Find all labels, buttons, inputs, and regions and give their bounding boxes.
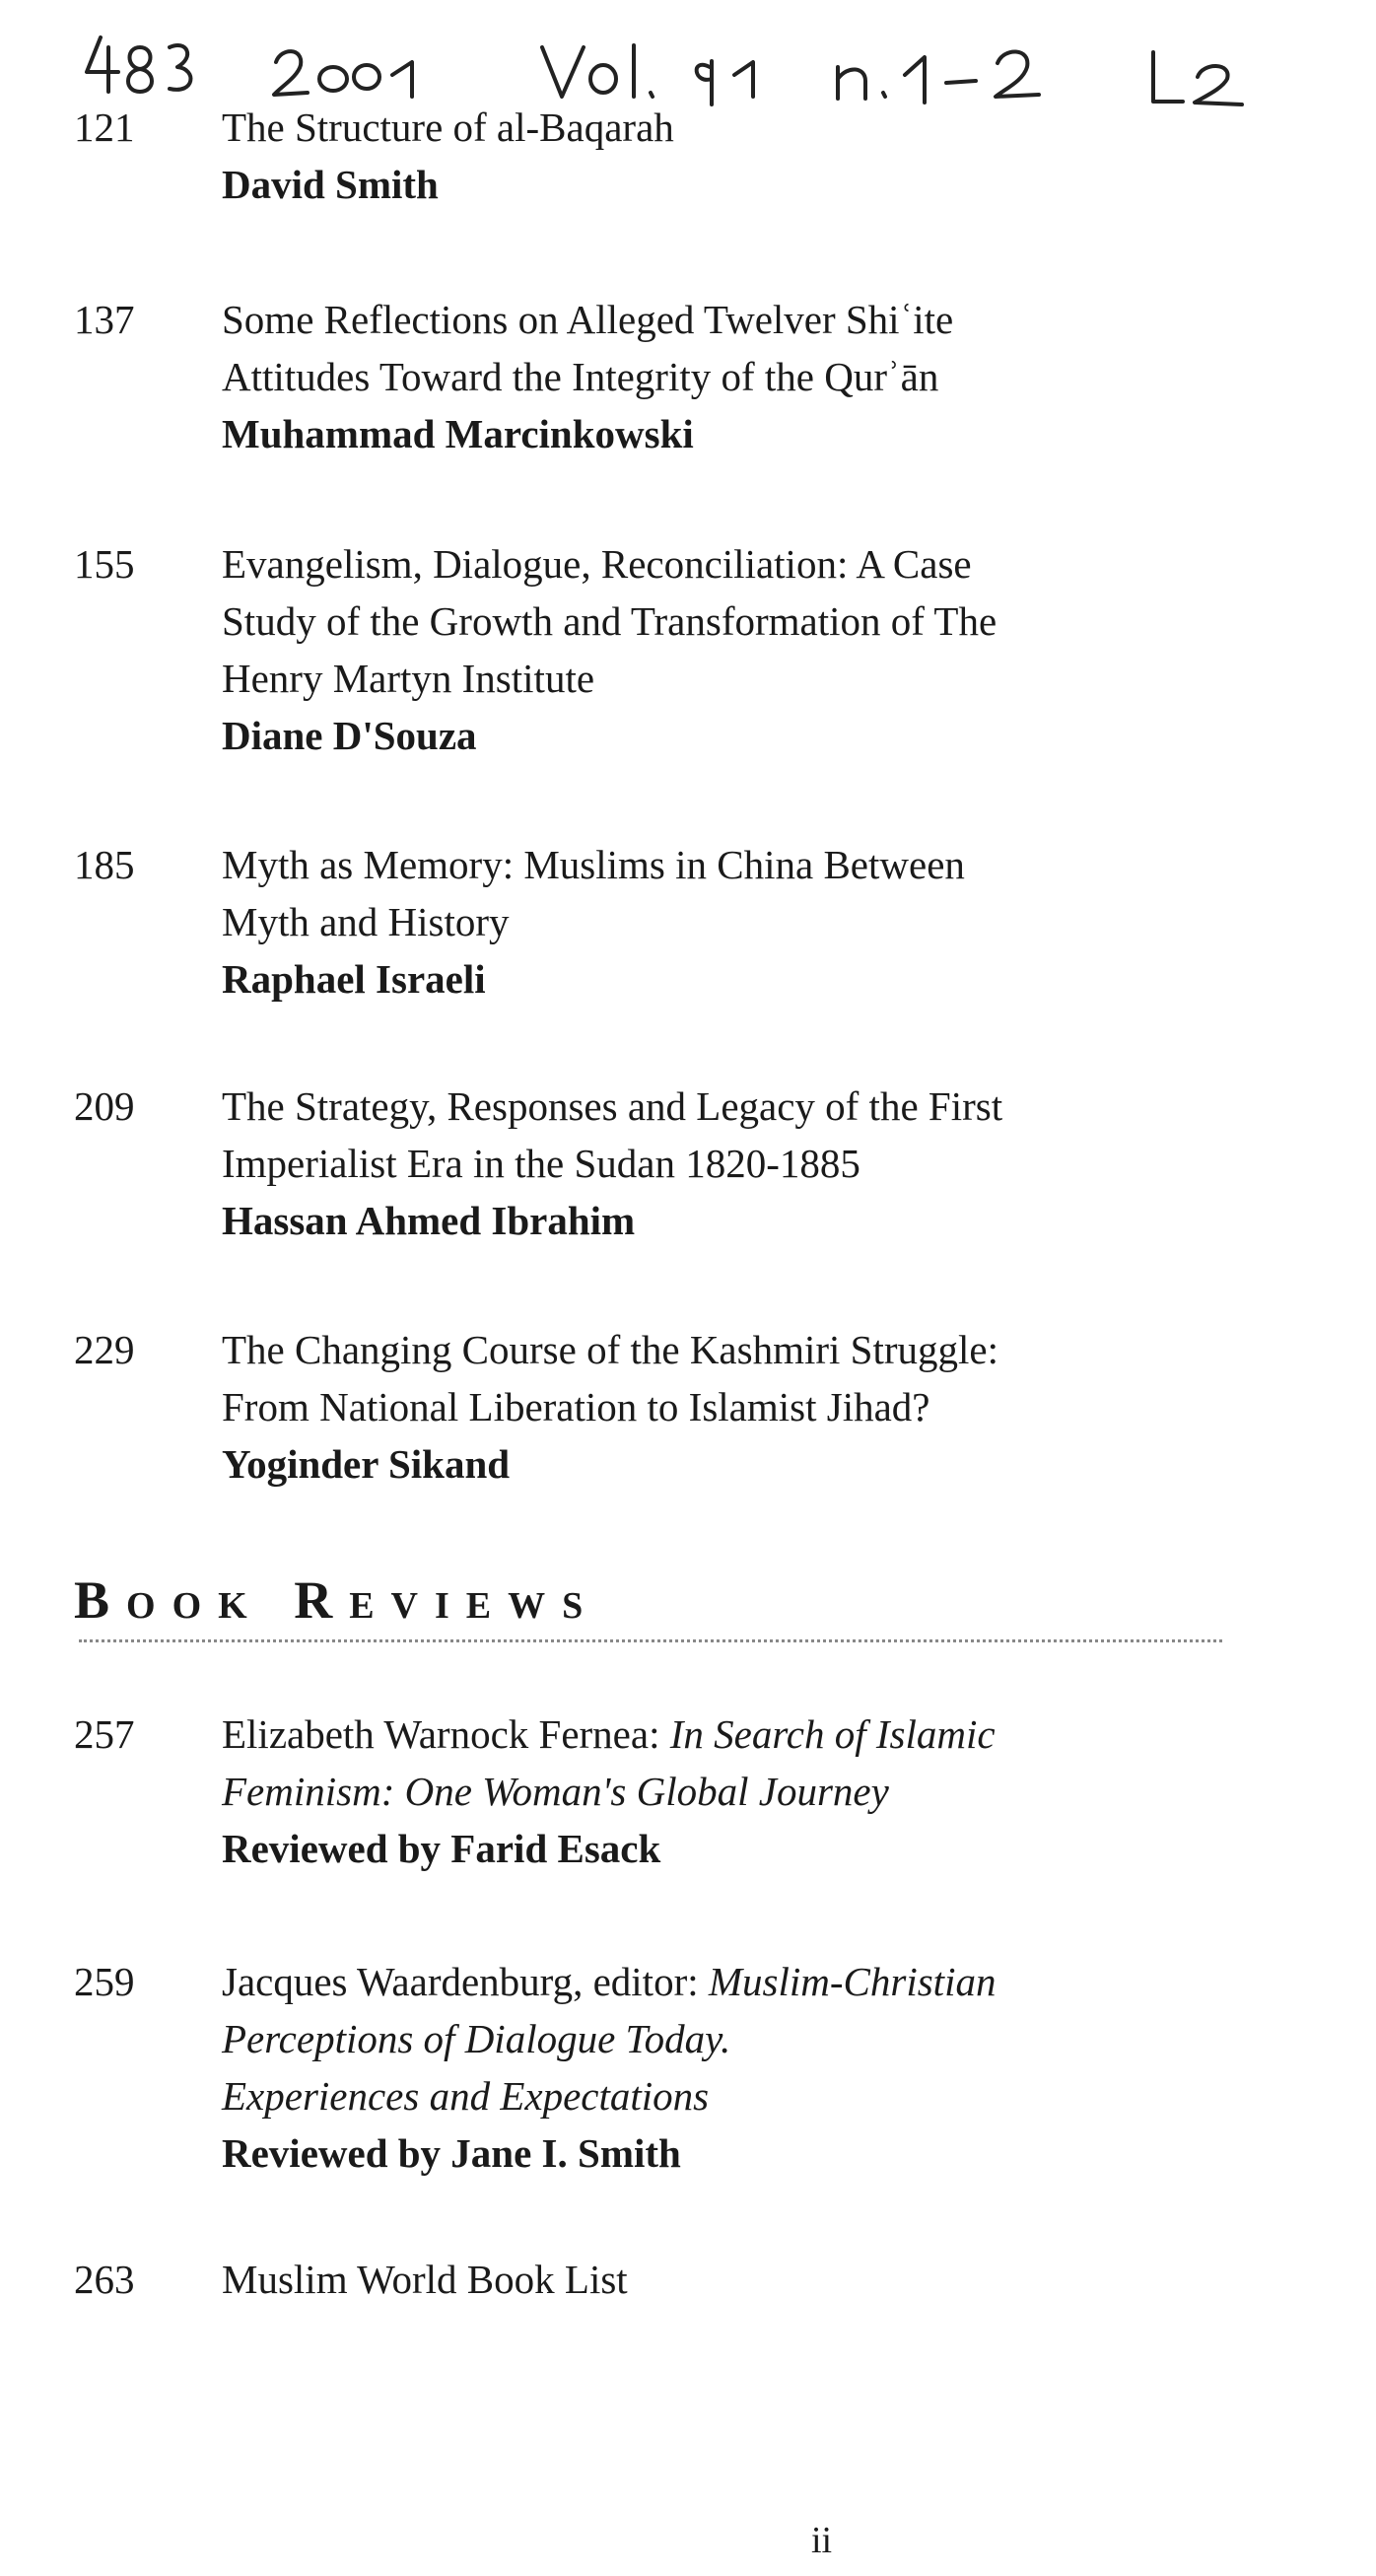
entry-title-line: The Strategy, Responses and Legacy of the First: [222, 1083, 1003, 1129]
entry-title-line: Some Reflections on Alleged Twelver Shiʿite: [222, 297, 954, 342]
book-reviews-heading: Book Reviews: [74, 1570, 600, 1630]
review-editor: Elizabeth Warnock Fernea:: [222, 1711, 670, 1757]
entry-title-line: Attitudes Toward the Integrity of the Qurʾān: [222, 354, 939, 399]
entry-title-line: The Structure of al-Baqarah: [222, 104, 674, 150]
entry-page-number: 155: [74, 541, 135, 587]
review-book-title-cont: Feminism: One Woman's Global Journey: [222, 1769, 889, 1814]
review-reviewer: Reviewed by Farid Esack: [222, 1826, 661, 1871]
review-title-line: [222, 1706, 1286, 1763]
book-list-page-number: 263: [74, 2257, 135, 2302]
entry-page-number: 137: [74, 297, 135, 342]
entry-author: Raphael Israeli: [222, 956, 486, 1002]
review-body: [222, 1953, 1286, 2182]
entry-author: Yoginder Sikand: [222, 1441, 511, 1487]
entry-author: Diane D'Souza: [222, 713, 477, 758]
book-list-body: [222, 2251, 1286, 2308]
entry-title-line: Evangelism, Dialogue, Reconciliation: A Case: [222, 541, 972, 587]
entry-author: Hassan Ahmed Ibrahim: [222, 1198, 636, 1243]
entry-page-number: 185: [74, 842, 135, 887]
entry-body: [222, 291, 1286, 462]
entry-title-line: Myth as Memory: Muslims in China Between: [222, 842, 965, 887]
review-book-title: In Search of Islamic: [669, 1711, 996, 1757]
review-editor: Jacques Waardenburg, editor:: [222, 1959, 709, 2004]
review-body: [222, 1706, 1286, 1877]
review-page-number: 259: [74, 1959, 135, 2004]
entry-body: [222, 1321, 1286, 1493]
entry-title-line: The Changing Course of the Kashmiri Struggle:: [222, 1327, 998, 1372]
entry-author: Muhammad Marcinkowski: [222, 411, 694, 456]
page-folio: ii: [811, 2520, 833, 2561]
review-page-number: 257: [74, 1711, 135, 1757]
entry-author: David Smith: [222, 162, 439, 207]
entry-title-line: Myth and History: [222, 899, 510, 944]
entry-body: [222, 1078, 1286, 1249]
entry-page-number: 121: [74, 104, 135, 150]
review-book-title-cont: Perceptions of Dialogue Today.: [222, 2016, 731, 2061]
entry-title-line: Study of the Growth and Transformation of The: [222, 598, 998, 644]
entry-page-number: 209: [74, 1083, 135, 1129]
entry-body: [222, 535, 1286, 764]
entry-title-line: Henry Martyn Institute: [222, 656, 595, 701]
entry-body: [222, 836, 1286, 1008]
entry-page-number: 229: [74, 1327, 135, 1372]
entry-body: [222, 99, 1286, 213]
review-book-title: Muslim-Christian: [708, 1959, 997, 2004]
review-title-line: [222, 1953, 1286, 2010]
entry-title-line: From National Liberation to Islamist Jihad?: [222, 1384, 930, 1429]
dotted-divider: [79, 1639, 1222, 1642]
book-list-title: Muslim World Book List: [222, 2257, 628, 2302]
review-reviewer: Reviewed by Jane I. Smith: [222, 2130, 681, 2176]
entry-title-line: Imperialist Era in the Sudan 1820-1885: [222, 1141, 860, 1186]
review-book-title-cont: Experiences and Expectations: [222, 2073, 710, 2119]
